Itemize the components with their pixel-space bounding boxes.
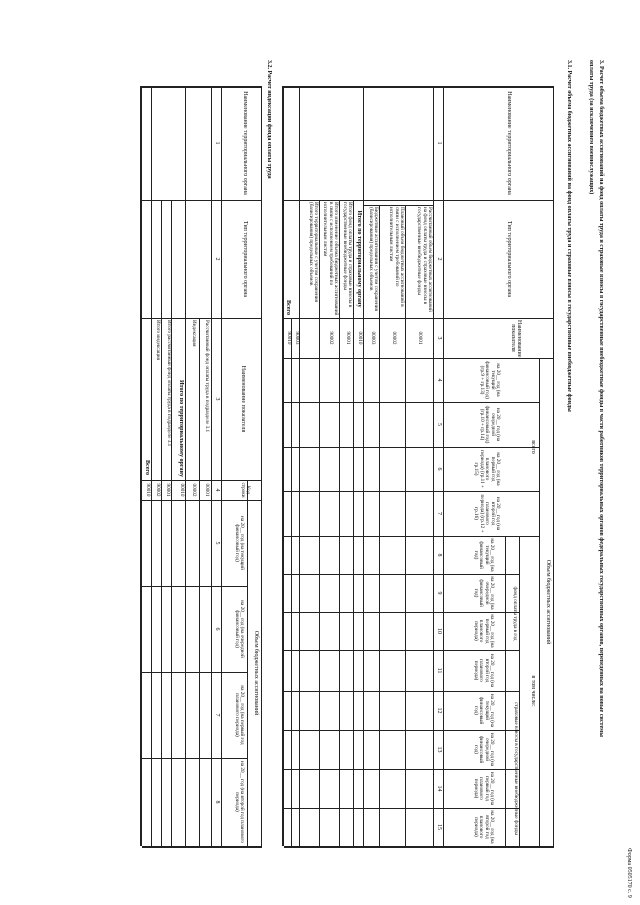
t2-header-col8: на 20__ год (на второй год планового периода) xyxy=(233,761,245,843)
t2-sum-label: Итого рассчитанный фонд оплаты труда в подразделе 3.1 xyxy=(166,320,172,447)
t2-grand-label: Всего xyxy=(144,460,150,475)
t1-sum-label: Итого фонд оплаты труда и страховые взносы в государственные внебюджетные фонды xyxy=(341,202,353,308)
t1-colnum: 10 xyxy=(436,628,442,634)
t1-colnum: 1 xyxy=(436,141,442,145)
t1-row-label: Бюджетные ассигнования с учетом сохранения (базисирования) предельных объемов xyxy=(367,207,379,311)
form-code: Форма 0505170 с. 9 xyxy=(626,848,632,898)
t1-sum-label: Итого изменение объема бюджетных ассигнований в связи с исполнением требований по исполнительным листам xyxy=(322,202,339,316)
section-title-line-2: оплаты труда (за исключением военнослужащих) xyxy=(588,60,594,195)
section-title-line-1: 3. Расчет объема бюджетных ассигнований на фонд оплаты труда и страховые взносы в государственные внебюджетные фонды в части работников территориальных органов федеральных государственных органов, переведенных на новые системы xyxy=(598,60,604,737)
t2-row-label: Индексация xyxy=(191,320,197,347)
t1-header-col14: на 20__ год (на очередной финансовый год) xyxy=(472,732,495,767)
t1-header-insurance: страховые взносы в государственные внебюджетные фонды xyxy=(513,702,519,835)
t1-header-volume: Объем бюджетных ассигнований xyxy=(545,559,551,645)
t1-row-code: 00001 xyxy=(417,331,423,345)
t1-row-label: Рассчитанный объем бюджетных ассигнований на фонд оплаты труда и страховые взносы в государственные внебюджетные фонды xyxy=(416,207,433,312)
t1-colnum: 4 xyxy=(436,378,442,382)
t2-row-label: Рассчитанный фонд оплаты труда в подразделе 3.1 xyxy=(204,320,210,433)
t1-sum-code: 90001 xyxy=(345,331,351,345)
t1-colnum: 2 xyxy=(436,257,442,261)
t2-colnum: 3 xyxy=(214,397,220,401)
subsection-3-1-title: 3.1. Расчет объема бюджетных ассигнований на фонд оплаты труда и страховые взносы в государственные внебюджетные фонды xyxy=(566,60,572,412)
t2-colnum: 6 xyxy=(214,627,220,631)
t2-sum-code: 90002 xyxy=(155,483,161,497)
t2-colnum: 2 xyxy=(214,257,220,261)
t2-header-territorial-body: Наименование территориального органа xyxy=(242,91,248,195)
t1-sum-code: 90002 xyxy=(328,331,334,345)
t1-header-col10: на 20__ год (на очередной финансовый год) xyxy=(472,576,495,610)
t1-header-fot: фонд оплаты труда в год xyxy=(512,586,518,641)
t1-grand-code: 90010 xyxy=(286,331,292,345)
t1-row-code: 00003 xyxy=(370,331,376,345)
t2-header-volume: Объем бюджетных ассигнований xyxy=(253,630,259,716)
t2-row-code: 00001 xyxy=(204,483,210,497)
t1-header-col8: на 20__ год (на второй год планового периода) (гр.12 + гр.16) xyxy=(473,494,501,533)
t1-grand-label: Всего xyxy=(285,300,291,315)
t1-colnum: 7 xyxy=(436,512,442,515)
t1-header-col7: на 20__ год (на первый год планового периода) (гр.11 + гр.15) xyxy=(473,450,501,488)
t1-header-col12: на 20__ год (на второй год планового периода) xyxy=(472,653,495,688)
t1-row-code: 00002 xyxy=(391,331,397,345)
t2-colnum: 7 xyxy=(214,713,220,717)
t2-sum-label: Итого индексация xyxy=(155,320,161,360)
t2-colnum: 8 xyxy=(214,800,220,804)
t1-header-type: Тип территориального органа xyxy=(506,220,512,298)
t1-subtotal-label: Итого по территориальному органу xyxy=(356,210,362,308)
t2-subtotal-label: Итого по территориальному органу xyxy=(178,380,184,478)
t2-header-type: Тип территориального органа xyxy=(242,220,248,298)
t1-colnum: 12 xyxy=(436,707,442,714)
t1-header-indicator: Наименование показателя xyxy=(509,320,522,358)
t1-colnum: 13 xyxy=(436,746,442,753)
t1-header-col16: на 20__ год (на второй год планового периода) xyxy=(472,810,495,844)
t2-header-indicator: Наименование показателя xyxy=(240,365,246,433)
t1-colnum: 15 xyxy=(436,824,442,830)
t1-row-label: Плановый объем бюджетных ассигнований в связи с исполнением требований по исполнительным листам xyxy=(388,207,405,307)
t1-header-col11: на 20__ год (на первый год планового периода) xyxy=(472,614,495,648)
t1-header-total: всего xyxy=(530,440,536,454)
t1-colnum: 11 xyxy=(436,667,442,674)
t2-grand-code: 90010 xyxy=(145,483,151,497)
t1-header-incl: в том числе: xyxy=(530,675,536,707)
t2-colnum: 1 xyxy=(214,141,220,145)
t1-colnum: 8 xyxy=(436,553,442,557)
t2-header-col5: на 20__ год (на текущий финансовый год) xyxy=(233,516,245,570)
t2-header-col6: на 20__ год (на очередной финансовый год) xyxy=(233,600,245,658)
t1-header-territorial-body: Наименование территориального органа xyxy=(506,91,512,195)
t2-sum-code: 90001 xyxy=(165,483,171,497)
t1-sum-label: Итого территориальные с учетом сохранения (базисирования) предельных объемов xyxy=(307,202,319,302)
t1-colnum: 9 xyxy=(436,591,442,595)
t1-sum-code: 90003 xyxy=(294,331,300,345)
t1-header-col5: на 20__ год (на текущий финансовый год) (гр.9 + гр.13) xyxy=(478,361,501,399)
t2-colnum: 4 xyxy=(214,488,220,492)
t1-header-col9: на 20__ год (на текущий финансовый год) xyxy=(472,538,495,572)
t1-header-col6: на 20__ год (на очередной финансовый год) (гр.10 + гр.14) xyxy=(478,405,501,444)
t2-colnum: 5 xyxy=(214,541,220,545)
t1-colnum: 6 xyxy=(436,467,442,471)
t1-subtotal-code: 00010 xyxy=(357,331,363,345)
t2-row-code: 00002 xyxy=(191,483,197,497)
t1-colnum: 14 xyxy=(436,785,442,792)
t1-colnum: 5 xyxy=(436,423,442,426)
t2-header-code: Код строки xyxy=(239,482,251,498)
t1-colnum: 3 xyxy=(436,336,442,340)
t1-header-col15: на 20__ год (на первый год планового периода) xyxy=(472,771,495,806)
subsection-3-2-title: 3.2. Расчет индексации фонда оплаты труда xyxy=(266,60,272,179)
t2-header-col7: на 20__ год (на первый год планового периода) xyxy=(233,685,245,745)
t2-subtotal-code: 00010 xyxy=(179,483,185,497)
t1-header-col13: на 20__ год (на текущий финансовый год) xyxy=(472,693,495,728)
